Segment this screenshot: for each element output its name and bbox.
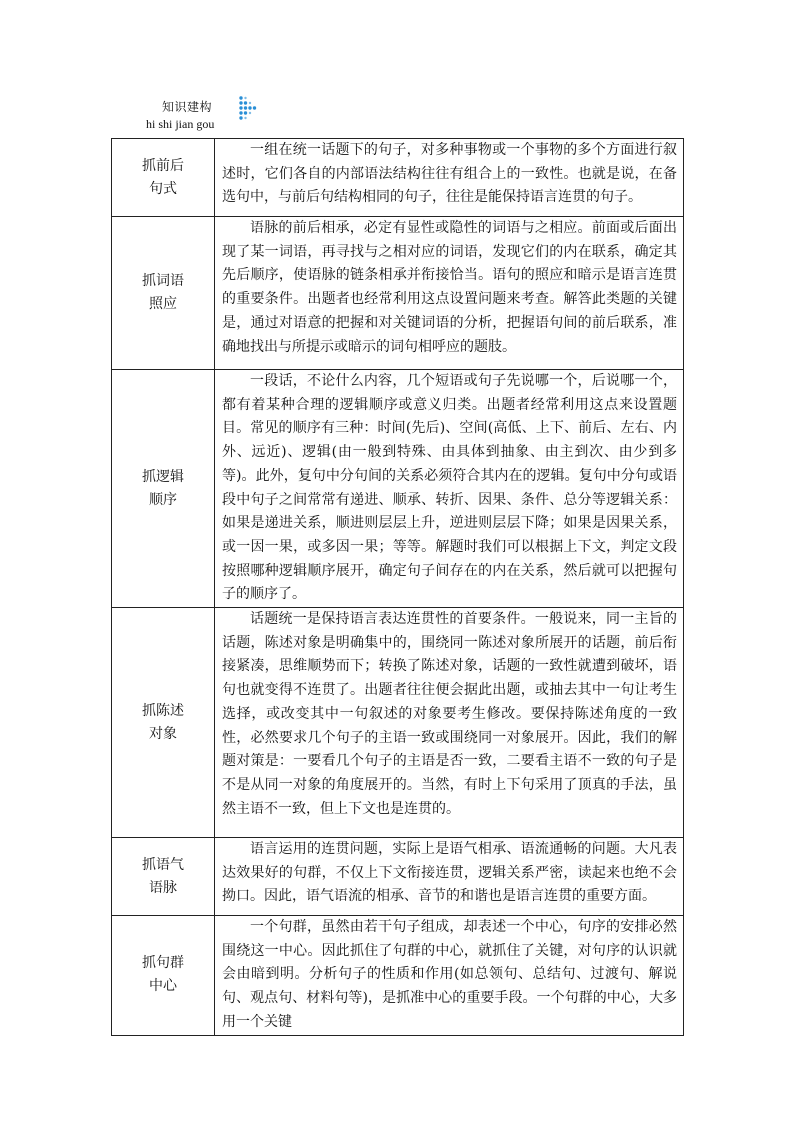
section-title-pinyin: hi shi jian gou (146, 117, 215, 131)
row-content: 一个句群，虽然由若干句子组成，却表述一个中心，句序的安排必然围绕这一中心。因此抓住了句群的中心，就抓住了关键，对句序的认识就会由暗到明。分析句子的性质和作用(如总领句、总结句、过渡句、解说句、观点句、材料句等)，是抓准中心的重要手段。一个句群的中心，大多用一个关键 (215, 916, 684, 1036)
table-row (112, 370, 684, 608)
row-label-cell (112, 217, 215, 370)
row-content: 语言运用的连贯问题，实际上是语气相承、语流通畅的问题。大凡表达效果好的句群，不仅上下文衔接连贯，逻辑关系严密，读起来也绝不会拗口。因此，语气语流的相承、音节的和谐也是语言连贯的重要方面。 (215, 838, 684, 916)
row-content: 一段话，不论什么内容，几个短语或句子先说哪一个，后说哪一个，都有着某种合理的逻辑顺序或意义归类。出题者经常利用这点来设置题目。常见的顺序有三种：时间(先后)、空间(高低、上下、前后、左右、内外、远近)、逻辑(由一般到特殊、由具体到抽象、由主到次、由少到多等)。此外，复句中分句间的关系必须符合其内在的逻辑。复句中分句或语段中句子之间常常有递进、顺承、转折、因果、条件、总分等逻辑关系：如果是递进关系，顺进则层层上升，逆进则层层下降；如果是因果关系，或一因一果，或多因一果；等等。解题时我们可以根据上下文，判定文段按照哪种逻辑顺序展开，确定句子间存在的内在关系，然后就可以把握句子的顺序了。 (215, 370, 684, 608)
row-label: 抓语气语脉 (141, 856, 184, 896)
row-label-cell (112, 139, 215, 217)
row-label: 抓句群中心 (141, 955, 184, 995)
row-label-cell (112, 370, 215, 608)
row-content: 话题统一是保持语言表达连贯性的首要条件。一般说来，同一主旨的话题，陈述对象是明确集中的，围绕同一陈述对象所展开的话题，前后衔接紧凑，思维顺势而下；转换了陈述对象，话题的一致性就遭到破坏，语句也就变得不连贯了。出题者往往便会据此出题，或抽去其中一句让考生选择，或改变其中一句叙述的对象要考生修改。要保持陈述角度的一致性，必然要求几个句子的主语一致或围绕同一对象展开。因此，我们的解题对策是：一要看几个句子的主语是否一致，二要看主语不一致的句子是不是从同一对象的角度展开的。当然，有时上下句采用了顶真的手法，虽然主语不一致，但上下文也是连贯的。 (215, 608, 684, 838)
row-content: 语脉的前后相承，必定有显性或隐性的词语与之相应。前面或后面出现了某一词语，再寻找与之相对应的词语，发现它们的内在联系，确定其先后顺序，使语脉的链条相承并衔接恰当。语句的照应和暗示是语言连贯的重要条件。出题者也经常利用这点设置问题来考查。解答此类题的关键是，通过对语意的把握和对关键词语的分析，把握语句间的前后联系，准确地找出与所提示或暗示的词句相呼应的题肢。 (215, 217, 684, 370)
table-row (112, 608, 684, 838)
table-row (112, 217, 684, 370)
section-title: 知识建构 (162, 100, 213, 114)
row-label: 抓前后句式 (141, 157, 184, 197)
table-row (112, 838, 684, 916)
row-label-cell (112, 916, 215, 1036)
row-label-cell (112, 838, 215, 916)
row-label: 抓陈述对象 (141, 702, 184, 742)
row-label-cell (112, 608, 215, 838)
section-header (140, 96, 280, 136)
row-content: 一组在统一话题下的句子，对多种事物或一个事物的多个方面进行叙述时，它们各自的内部语法结构往往有组合上的一致性。也就是说，在备选句中，与前后句结构相同的句子，往往是能保持语言连贯的句子。 (215, 139, 684, 217)
table-row (112, 916, 684, 1036)
row-label: 抓逻辑顺序 (141, 468, 184, 508)
row-label: 抓词语照应 (141, 273, 184, 312)
knowledge-table (111, 138, 684, 1036)
table-row (112, 139, 684, 217)
dotted-triangle-arrow-icon (238, 96, 260, 122)
